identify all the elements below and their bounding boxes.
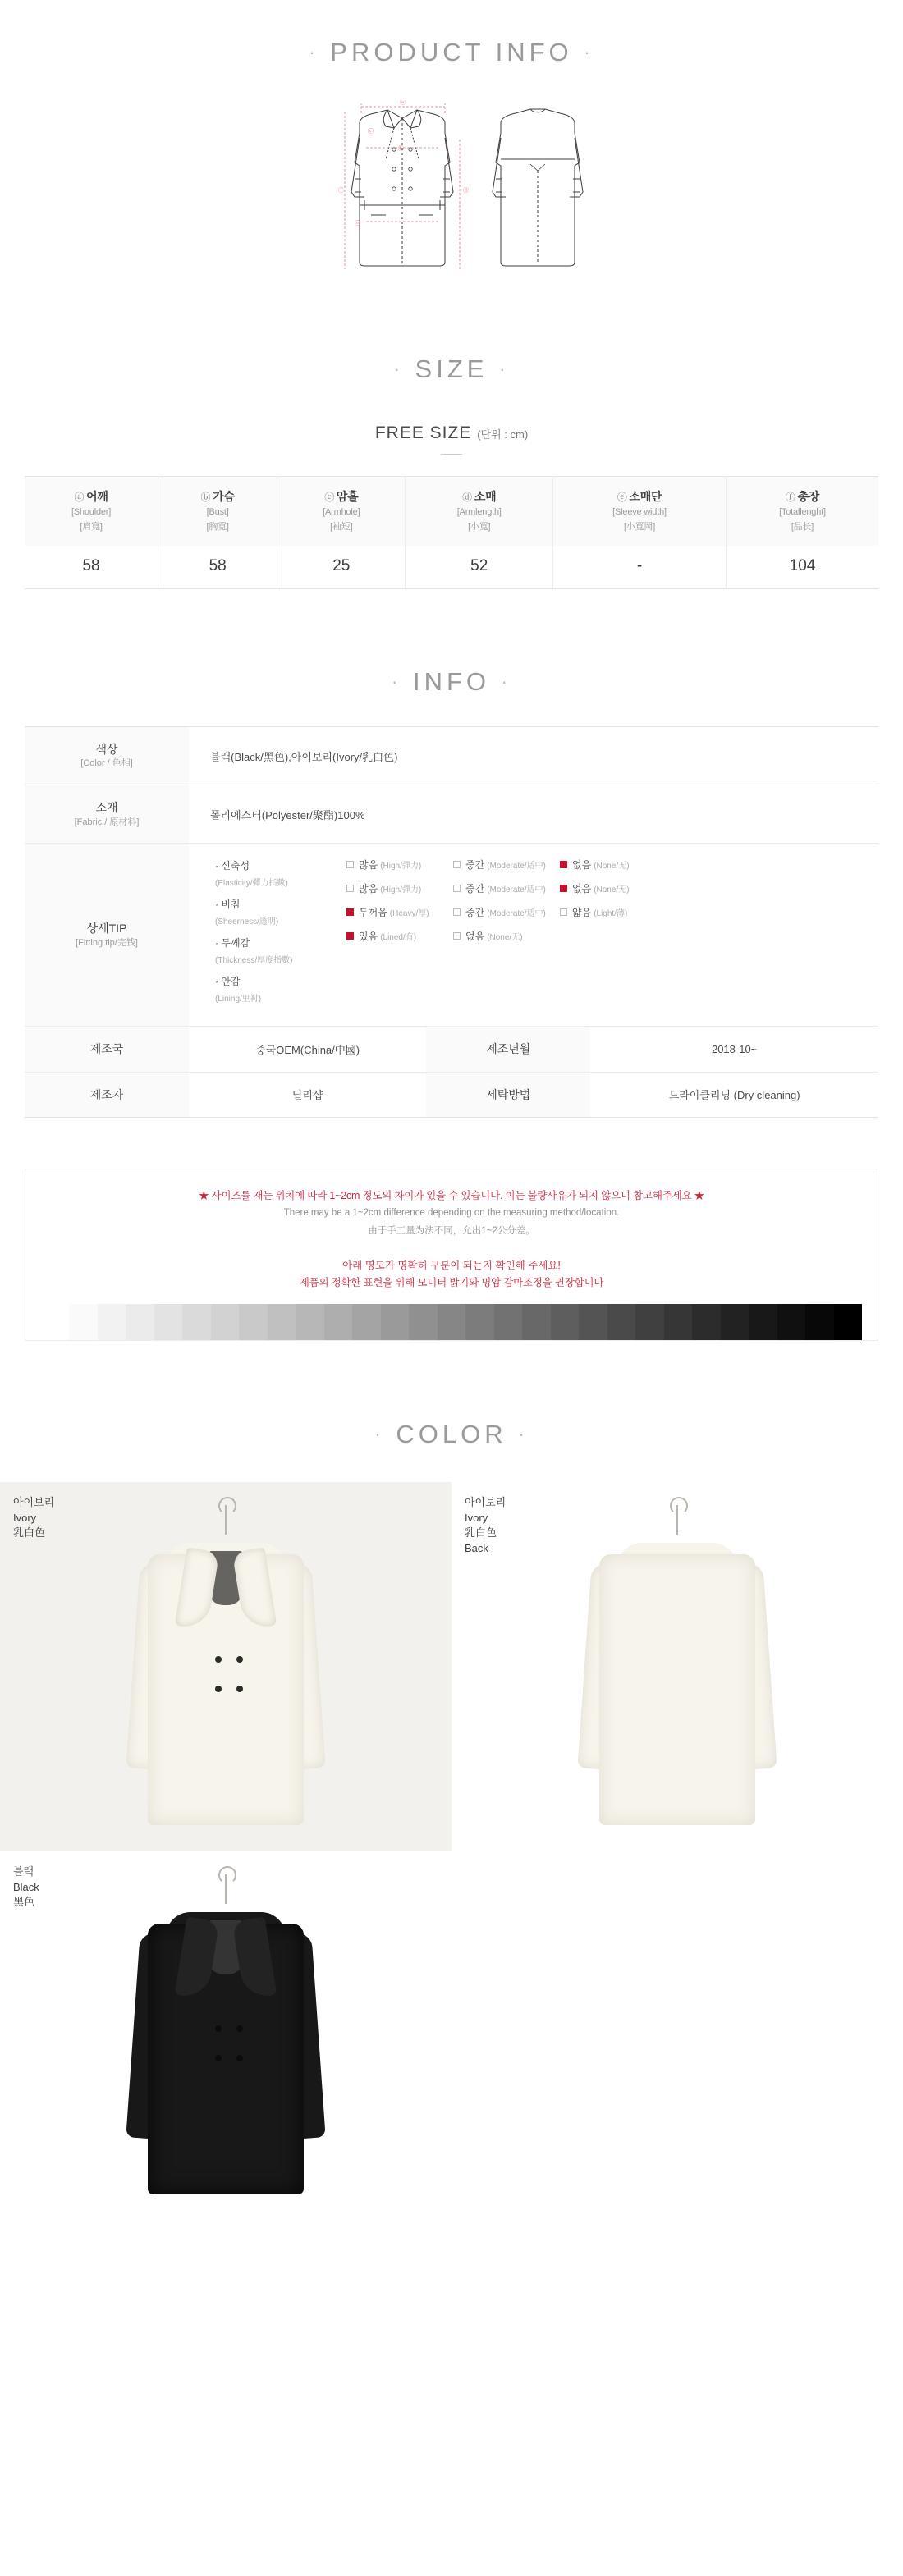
option-sub: (None/无) [487, 933, 523, 943]
table-row [25, 1072, 878, 1117]
option-ko: 중간 [465, 883, 485, 895]
checkbox-option[interactable] [453, 905, 560, 919]
option-ko: 없음 [465, 931, 485, 943]
photo-caption [13, 1865, 39, 1911]
notice-line-3: 由于手工量为法不同，允出1~2公分差。 [368, 1225, 535, 1236]
attribute-sub: (Lining/里衬) [215, 995, 262, 1004]
option-sub: (None/无) [594, 885, 630, 895]
size-section [0, 355, 903, 589]
label-ko: 제조국 [89, 1042, 124, 1056]
coat-button [215, 1656, 222, 1663]
marker-icon: ⓕ [785, 492, 795, 503]
checkbox-icon-checked[interactable] [346, 908, 354, 916]
title-dot-right: · [501, 671, 511, 692]
color-photo-ivory-front [0, 1482, 452, 1851]
size-header-ko: 총장 [797, 490, 820, 503]
size-title [0, 355, 903, 384]
size-value: 25 [277, 546, 406, 589]
notice-line-2: There may be a 1~2cm difference depending on the measuring method/location. [283, 1208, 620, 1219]
option-ko: 없음 [572, 883, 592, 895]
checkbox-icon-checked[interactable] [560, 885, 567, 892]
table-row [25, 1027, 878, 1072]
title-dot-right: · [584, 42, 594, 62]
info-value-color: 블랙(Black/黑色),아이보리(Ivory/乳白色) [189, 727, 878, 785]
coat-illustration [575, 1533, 780, 1828]
size-header-cn: [肩寬] [80, 522, 103, 532]
info-value-wash: 드라이클리닝 (Dry cleaning) [668, 1089, 800, 1102]
option-sub: (Heavy/厚) [389, 909, 429, 919]
title-dot-left: · [374, 1423, 385, 1444]
attribute-ko: · 두께감 [215, 937, 250, 949]
info-title [0, 667, 903, 697]
attribute [215, 935, 346, 968]
photo-background [452, 1482, 903, 1851]
caption-line-en: Ivory [13, 1511, 37, 1524]
attribute-ko: · 안감 [215, 976, 241, 988]
size-header-cn: [品长] [791, 522, 814, 532]
info-value-country: 중국OEM(China/中國) [189, 1027, 426, 1072]
table-row [25, 844, 878, 1027]
option-sub: (Lined/有) [380, 933, 417, 943]
checkbox-option[interactable] [453, 858, 560, 872]
coat-button [236, 1686, 243, 1692]
option-ko: 많음 [359, 859, 378, 872]
checkbox-icon-checked[interactable] [346, 932, 354, 940]
label-en: [Color / 色相] [80, 758, 133, 769]
label-en: [Fabric / 原材料] [74, 817, 140, 827]
size-table [25, 476, 878, 589]
checkbox-option[interactable] [453, 881, 560, 895]
size-value: 58 [25, 546, 158, 589]
coat-button [236, 2055, 243, 2061]
size-header-ko: 어깨 [86, 490, 108, 503]
coat-illustration [123, 1902, 328, 2198]
attribute [215, 858, 346, 890]
checkbox-icon[interactable] [560, 908, 567, 916]
size-header-ko: 소매 [474, 490, 497, 503]
color-photo-empty [452, 1851, 903, 2221]
label-ko: 상세TIP [86, 922, 127, 936]
size-header-cell [406, 477, 553, 547]
attribute-ko: · 신축성 [215, 860, 250, 872]
info-label-wash [426, 1072, 590, 1117]
size-header-ko: 암홀 [336, 490, 359, 503]
photo-background [0, 1851, 452, 2221]
coat-button [236, 2025, 243, 2032]
fitting-tip-column-2 [453, 858, 560, 1012]
table-row [25, 727, 878, 785]
info-label-maker [25, 1072, 189, 1117]
size-header-ko: 소매단 [629, 490, 662, 503]
option-ko: 중간 [465, 907, 485, 919]
checkbox-option[interactable] [453, 929, 560, 943]
size-value: 104 [789, 557, 816, 574]
option-sub: (None/无) [594, 862, 630, 872]
label-ko: 제조년월 [486, 1042, 531, 1056]
marker-e: ⓔ [355, 221, 360, 226]
attribute-sub: (Thickness/厚度指數) [215, 956, 293, 966]
hanger-icon [225, 1874, 227, 1904]
fitting-tip-cell [189, 844, 878, 1027]
caption-line-ko: 아이보리 [13, 1495, 55, 1508]
info-label-fabric [25, 785, 189, 844]
title-dot-left: · [392, 671, 402, 692]
option-ko: 두꺼움 [359, 907, 387, 919]
coat-button [215, 2055, 222, 2061]
option-ko: 얇음 [572, 907, 592, 919]
info-value-fabric: 폴리에스터(Polyester/聚酯)100% [189, 785, 878, 844]
caption-line-en: Black [13, 1880, 39, 1893]
size-table-value-row [25, 546, 878, 589]
photo-background [0, 1482, 452, 1851]
marker-icon: ⓓ [462, 492, 472, 503]
marker-icon: ⓑ [200, 492, 211, 503]
option-sub: (Light/薄) [594, 909, 628, 919]
title-dot-left: · [393, 359, 404, 379]
marker-a: ⓐ [400, 100, 406, 106]
title-dot-left: · [309, 42, 319, 62]
garment-technical-drawing [263, 100, 640, 281]
product-info-title [0, 38, 903, 67]
coat-button [215, 2025, 222, 2032]
checkbox-option[interactable] [346, 929, 453, 943]
title-dot-right: · [499, 359, 510, 379]
size-header-cell [277, 477, 406, 547]
info-label-country [25, 1027, 189, 1072]
attribute [215, 896, 346, 929]
option-ko: 중간 [465, 859, 485, 872]
checkbox-icon[interactable] [453, 908, 461, 916]
garment-illustration-wrap [0, 100, 903, 281]
caption-line-cn: 乳白色 [13, 1526, 46, 1540]
caption-line-cn: 黑色 [13, 1896, 35, 1909]
info-label-manufacture-date [426, 1027, 590, 1072]
checkbox-option[interactable] [346, 905, 453, 919]
info-section [0, 667, 903, 1118]
fitting-tip-attributes [215, 858, 346, 1012]
checkbox-icon[interactable] [346, 885, 354, 892]
color-photo-black-front [0, 1851, 452, 2221]
color-title [0, 1420, 903, 1449]
marker-f: ⓕ [338, 188, 344, 194]
fitting-tip-grid [200, 858, 867, 1012]
size-header-cell [25, 477, 158, 547]
size-unit: (단위 : cm) [477, 428, 529, 441]
color-section [0, 1420, 903, 2221]
marker-icon: ⓐ [74, 492, 85, 503]
checkbox-option[interactable] [560, 905, 667, 919]
info-label-color [25, 727, 189, 785]
photo-caption [13, 1495, 54, 1542]
checkbox-icon[interactable] [453, 932, 461, 940]
product-info-section [0, 0, 903, 281]
label-ko: 색상 [95, 743, 118, 756]
checkbox-option[interactable] [346, 881, 453, 895]
free-size-text: FREE SIZE [374, 423, 472, 442]
option-sub: (Moderate/适中) [487, 909, 546, 919]
table-row [25, 785, 878, 844]
fitting-tip-column-1 [346, 858, 453, 1012]
size-header-en: [Armhole] [323, 507, 360, 517]
attribute [215, 973, 346, 1006]
option-sub: (High/彈力) [380, 862, 422, 872]
info-table [25, 726, 878, 1118]
size-header-cell [726, 477, 878, 547]
color-photo-ivory-back [452, 1482, 903, 1851]
attribute-sub: (Elasticity/彈力指數) [215, 879, 288, 889]
coat-button [215, 1686, 222, 1692]
label-en: [Fitting tip/完钱] [76, 937, 138, 948]
title-dot-right: · [518, 1423, 529, 1444]
info-value-maker: 딜리샵 [291, 1089, 323, 1102]
size-table-header-row [25, 477, 878, 547]
label-ko: 세탁방법 [486, 1087, 531, 1101]
size-header-cn: [胸寬] [206, 522, 229, 532]
size-header-en: [Shoulder] [71, 507, 112, 517]
size-header-cell [553, 477, 727, 547]
notice-line-4: 아래 명도가 명확히 구분이 되는지 확인해 주세요! [342, 1260, 561, 1272]
checkbox-icon[interactable] [453, 885, 461, 892]
caption-line-view: Back [465, 1542, 488, 1555]
notice-line-5: 제품의 정확한 표현을 위해 모니터 밝기와 명암 감마조정을 권장합니다 [299, 1276, 604, 1288]
notice-line-1: ★ 사이즈를 재는 위치에 따라 1~2cm 정도의 차이가 있을 수 있습니다. 이는 불량사유가 되지 않으니 참고해주세요 ★ [199, 1190, 704, 1202]
size-header-en: [Sleeve width] [612, 507, 667, 517]
checkbox-icon[interactable] [346, 861, 354, 868]
label-ko: 제조자 [89, 1087, 124, 1101]
size-header-cn: [袖短] [330, 522, 353, 532]
color-photo-grid [0, 1482, 903, 2221]
size-header-en: [Bust] [206, 507, 229, 517]
size-header-cn: [小寬] [468, 522, 491, 532]
photo-background [452, 1851, 903, 2221]
size-header-cn: [小寬岡] [623, 522, 656, 532]
grayscale-calibration-bar [41, 1304, 862, 1340]
size-value: 52 [406, 546, 553, 589]
size-value: 58 [158, 546, 277, 589]
option-ko: 없음 [572, 859, 592, 872]
color-title-text: COLOR [396, 1419, 507, 1448]
hanger-icon [225, 1505, 227, 1535]
checkbox-option[interactable] [560, 858, 667, 872]
caption-line-ko: 아이보리 [465, 1495, 507, 1508]
label-ko: 소재 [95, 801, 118, 815]
checkbox-icon[interactable] [453, 861, 461, 868]
size-header-en: [Armlength] [456, 507, 502, 517]
info-title-text: INFO [412, 667, 491, 696]
free-size-label [0, 423, 903, 455]
notice-box [25, 1169, 878, 1341]
size-header-ko: 가슴 [213, 490, 235, 503]
marker-icon: ⓔ [617, 492, 627, 503]
marker-icon: ⓒ [324, 492, 334, 503]
marker-b: ⓑ [398, 146, 404, 152]
info-label-fitting-tip [25, 844, 189, 1027]
size-header-cell [158, 477, 277, 547]
product-info-title-text: PRODUCT INFO [330, 38, 573, 66]
hanger-icon [676, 1505, 678, 1535]
marker-c: ⓒ [368, 129, 374, 135]
attribute-sub: (Sheerness/透明) [215, 917, 279, 927]
caption-line-ko: 블랙 [13, 1865, 34, 1878]
option-sub: (Moderate/适中) [487, 862, 546, 872]
notice-section [25, 1169, 878, 1341]
checkbox-option[interactable] [560, 881, 667, 895]
size-header-en: [Totallenght] [779, 507, 826, 517]
coat-illustration [123, 1533, 328, 1828]
info-value-manufacture-date: 2018-10~ [590, 1027, 878, 1072]
checkbox-icon-checked[interactable] [560, 861, 567, 868]
option-ko: 많음 [359, 883, 378, 895]
coat-body [599, 1554, 755, 1825]
attribute-ko: · 비침 [215, 899, 241, 911]
checkbox-option[interactable] [346, 858, 453, 872]
size-title-text: SIZE [415, 355, 488, 383]
marker-d: ⓓ [463, 188, 469, 194]
divider [441, 454, 462, 455]
caption-line-en: Ivory [465, 1511, 488, 1524]
fitting-tip-column-3 [560, 858, 667, 1012]
size-value: - [553, 546, 727, 589]
coat-button [236, 1656, 243, 1663]
option-ko: 있음 [359, 931, 378, 943]
option-sub: (High/彈力) [380, 885, 422, 895]
caption-line-cn: 乳白色 [465, 1526, 497, 1540]
photo-caption [465, 1495, 506, 1557]
option-sub: (Moderate/适中) [487, 885, 546, 895]
